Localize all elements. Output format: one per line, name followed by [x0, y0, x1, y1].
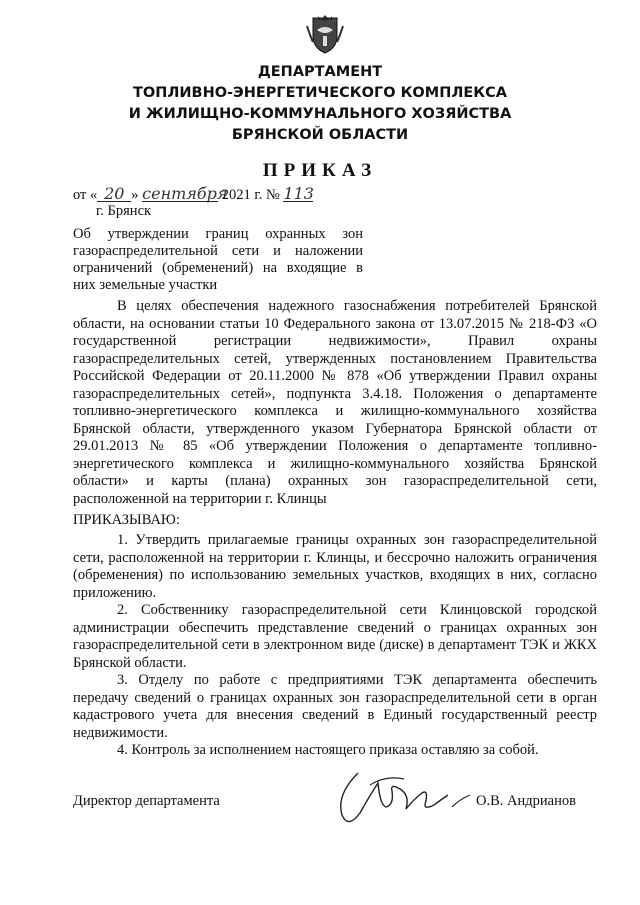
date-mid: »: [131, 187, 139, 203]
preamble: [73, 298, 597, 508]
order-item: 2. Собственнику газораспределительной сети Клинцовской городской администрации обеспечить представление сведений о границах охранных зон газораспределительной сети в электронном виде (диске) в департамент ТЭК и ЖКХ Брянской области.: [73, 602, 597, 671]
preamble-text: В целях обеспечения надежного газоснабжения потребителей Брянской области, на основании статьи 10 Федерального закона от 13.07.2015 № 218-ФЗ «О государственной регистрации недвижимости», Правил охраны газораспределительных сетей, утвержденных постановлением Правительства Российской Федерации от 20.11.2000 № 878 «Об утверждении Правил охраны газораспределительных сетей», подпункта 3.4.18. Положения о департаменте топливно-энергетического комплекса и жилищно-коммунального хозяйства Брянской области, утвержденного указом Губернатора Брянской области от 29.01.2013 № 85 «Об утверждении Положения о департаменте топливно-энергетического комплекса и жилищно-коммунального хозяйства Брянской области» и карты (плана) охранных зон газораспределительной сети, расположенной на территории г. Клинцы: [73, 298, 597, 507]
coat-of-arms-icon: [303, 12, 347, 56]
order-title: ПРИКАЗ: [262, 160, 378, 181]
signatory-name: О.В. Андрианов: [476, 793, 576, 809]
order-item: 4. Контроль за исполнением настоящего приказа оставляю за собой.: [117, 742, 539, 758]
order-item: 1. Утвердить прилагаемые границы охранных зон газораспределительной сети, расположенной на территории г. Клинцы, и бессрочно наложить ограничения (обременения) по использованию земельных участков, входящих в них, согласно приложению.: [73, 532, 597, 601]
department-line: И ЖИЛИЩНО-КОММУНАЛЬНОГО ХОЗЯЙСТВА: [128, 106, 512, 122]
department-header: [60, 62, 580, 146]
order-year: 2021 г.: [221, 187, 263, 203]
order-day: 20: [97, 186, 131, 202]
handwritten-signature: [330, 765, 480, 835]
department-line: ДЕПАРТАМЕНТ: [257, 64, 383, 80]
order-month: сентября: [142, 184, 228, 203]
order-item: 3. Отделу по работе с предприятиями ТЭК департамента обеспечить передачу сведений о границах охранных зон газораспределительной сети в орган кадастрового учета для внесения сведений в Единый государственный реестр недвижимости.: [73, 672, 597, 741]
order-items: [73, 532, 597, 760]
order-number-label: №: [265, 187, 280, 203]
order-date-line: [73, 186, 313, 204]
order-number: 113: [283, 184, 314, 203]
orders-word: ПРИКАЗЫВАЮ:: [73, 512, 180, 528]
date-prefix: от «: [73, 187, 98, 203]
department-line: БРЯНСКОЙ ОБЛАСТИ: [231, 127, 409, 143]
order-subject: Об утверждении границ охранных зон газораспределительной сети и наложении ограничений (обременений) на входящие в них земельные участки: [73, 226, 363, 293]
department-line: ТОПЛИВНО-ЭНЕРГЕТИЧЕСКОГО КОМПЛЕКСА: [132, 85, 507, 101]
order-city: г. Брянск: [96, 203, 152, 219]
signatory-position: Директор департамента: [73, 793, 220, 809]
